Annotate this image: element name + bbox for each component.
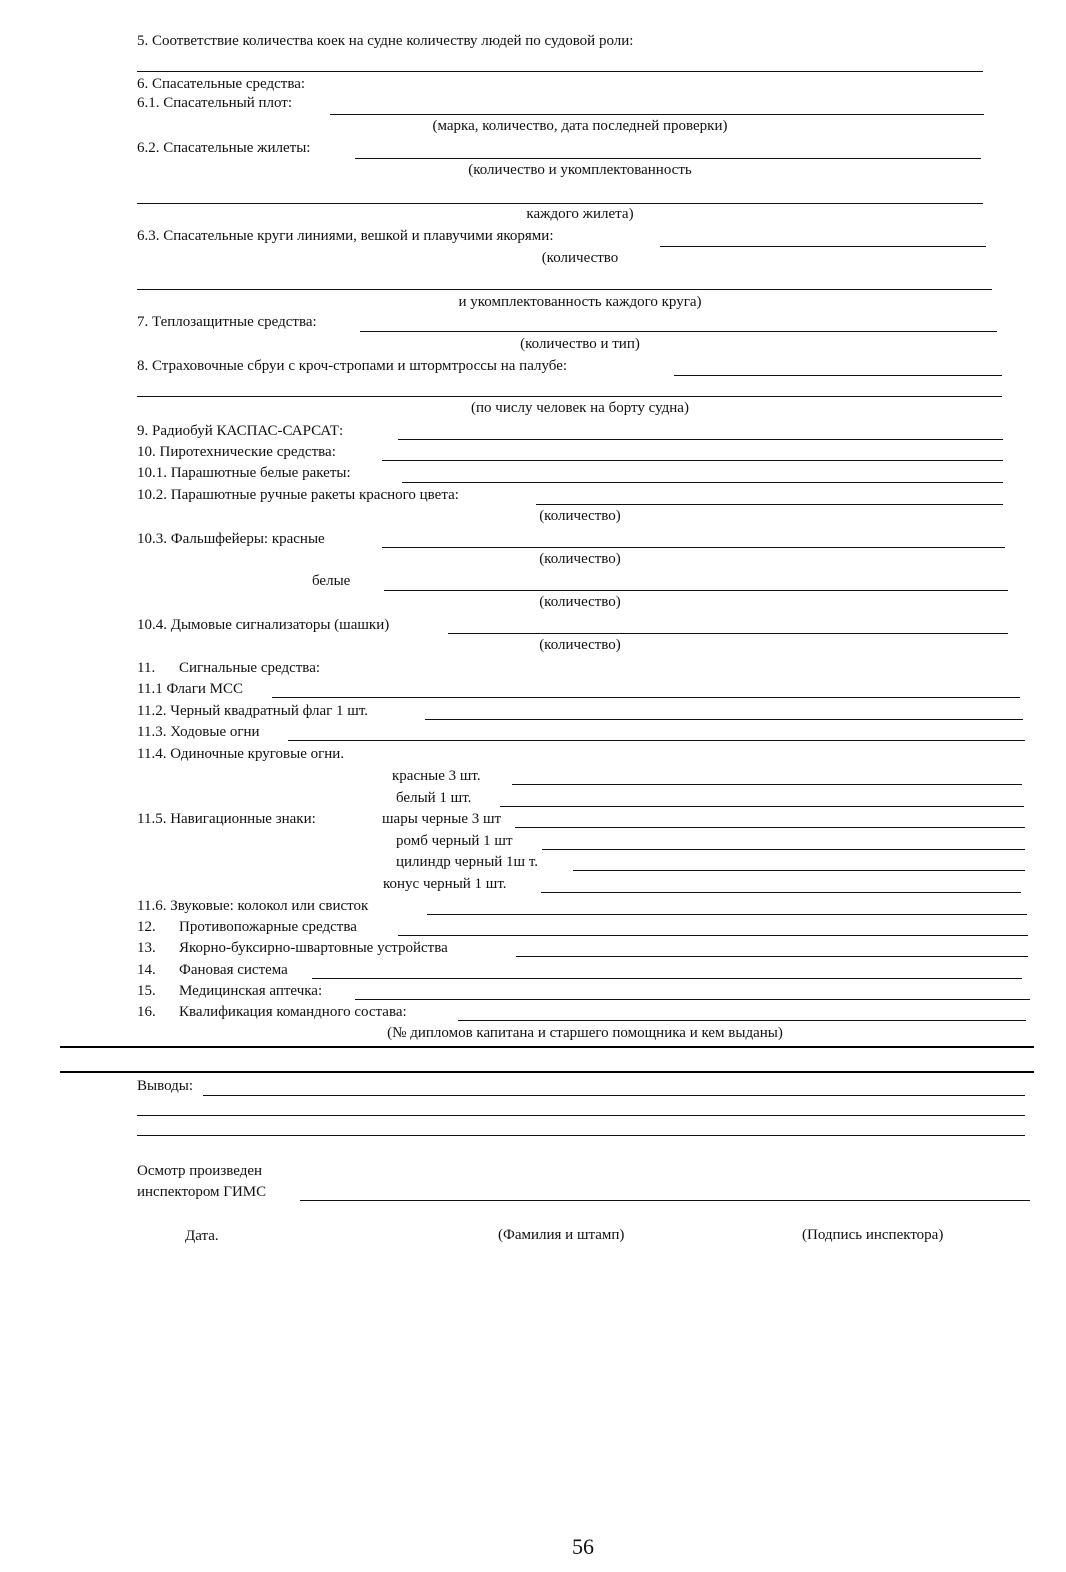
item-10-3-caption-b: (количество)	[539, 594, 621, 610]
item-10-2-caption: (количество)	[539, 508, 621, 524]
item-11-5d-field[interactable]	[541, 892, 1021, 893]
item-11-5d-label: конус черный 1 шт.	[383, 876, 507, 892]
item-10-3-caption-a: (количество)	[539, 551, 621, 567]
item-13-label: Якорно-буксирно-швартовные устройства	[179, 940, 448, 956]
item-11-5a-field[interactable]	[515, 827, 1025, 828]
item-15-field[interactable]	[355, 999, 1030, 1000]
item-11-6-field[interactable]	[427, 914, 1027, 915]
item-11-2-label: 11.2. Черный квадратный флаг 1 шт.	[137, 703, 369, 719]
item-5-field[interactable]	[137, 71, 983, 72]
signature-label: (Подпись инспектора)	[802, 1227, 944, 1243]
item-11-2-field[interactable]	[425, 719, 1023, 720]
date-label: Дата.	[185, 1228, 219, 1244]
item-16-field[interactable]	[458, 1020, 1026, 1021]
item-15-number: 15.	[137, 983, 156, 999]
item-11-5c-field[interactable]	[573, 870, 1025, 871]
item-11-5-label: 11.5. Навигационные знаки:	[137, 811, 316, 827]
item-6-2-label: 6.2. Спасательные жилеты:	[137, 140, 311, 156]
item-16-label: Квалификация командного состава:	[179, 1004, 407, 1020]
item-6-1-caption: (марка, количество, дата последней проверки)	[432, 118, 728, 134]
item-11-4-label: 11.4. Одиночные круговые огни.	[137, 746, 345, 762]
item-14-field[interactable]	[312, 978, 1022, 979]
item-11-5c-label: цилиндр черный 1ш т.	[396, 854, 539, 870]
item-10-3b-label: белые	[312, 573, 351, 589]
item-11-4b-label: белый 1 шт.	[396, 790, 472, 806]
item-10-4-field[interactable]	[448, 633, 1008, 634]
item-11-4a-field[interactable]	[512, 784, 1022, 785]
item-6-label: 6. Спасательные средства:	[137, 76, 306, 92]
item-16-number: 16.	[137, 1004, 156, 1020]
item-6-2-caption-b: каждого жилета)	[526, 206, 634, 222]
item-6-2-field[interactable]	[355, 158, 981, 159]
item-11-4a-label: красные 3 шт.	[392, 768, 481, 784]
item-16-caption: (№ дипломов капитана и старшего помощника и кем выданы)	[387, 1025, 783, 1041]
item-11-3-field[interactable]	[288, 740, 1025, 741]
item-7-field[interactable]	[360, 331, 997, 332]
item-10-4-caption: (количество)	[539, 637, 621, 653]
item-6-1-field[interactable]	[330, 114, 984, 115]
conclusions-label: Выводы:	[137, 1078, 194, 1094]
item-15-label: Медицинская аптечка:	[179, 983, 323, 999]
item-14-label: Фановая система	[179, 962, 288, 978]
conclusions-field-1[interactable]	[203, 1095, 1025, 1096]
item-7-label: 7. Теплозащитные средства:	[137, 314, 317, 330]
item-11-5b-label: ромб черный 1 шт	[396, 833, 513, 849]
item-6-3-field-2[interactable]	[137, 289, 992, 290]
item-5-label: 5. Соответствие количества коек на судне количеству людей по судовой роли:	[137, 33, 634, 49]
section-divider-2	[60, 1071, 1034, 1073]
inspected-label-2: инспектором ГИМС	[137, 1184, 267, 1200]
item-12-label: Противопожарные средства	[179, 919, 357, 935]
item-6-3-label: 6.3. Спасательные круги линиями, вешкой и плавучими якорями:	[137, 228, 554, 244]
item-11-4b-field[interactable]	[500, 806, 1024, 807]
item-9-label: 9. Радиобуй КАСПАС-САРСАТ:	[137, 423, 344, 439]
item-10-2-field[interactable]	[536, 504, 1003, 505]
item-10-3-label: 10.3. Фальшфейеры: красные	[137, 531, 325, 547]
item-10-1-label: 10.1. Парашютные белые ракеты:	[137, 465, 351, 481]
conclusions-field-3[interactable]	[137, 1135, 1025, 1136]
section-divider	[60, 1046, 1034, 1048]
item-12-field[interactable]	[398, 935, 1028, 936]
item-11-number: 11.	[137, 660, 156, 676]
item-13-number: 13.	[137, 940, 156, 956]
inspector-field[interactable]	[300, 1200, 1030, 1201]
item-11-label: Сигнальные средства:	[179, 660, 321, 676]
item-10-3b-field[interactable]	[384, 590, 1008, 591]
item-10-label: 10. Пиротехнические средства:	[137, 444, 336, 460]
item-11-5a-label: шары черные 3 шт	[382, 811, 502, 827]
item-6-2-field-2[interactable]	[137, 203, 983, 204]
item-6-3-caption-a: (количество	[541, 250, 619, 266]
item-10-4-label: 10.4. Дымовые сигнализаторы (шашки)	[137, 617, 390, 633]
item-6-1-label: 6.1. Спасательный плот:	[137, 95, 293, 111]
inspected-label-1: Осмотр произведен	[137, 1163, 263, 1179]
item-11-6-label: 11.6. Звуковые: колокол или свисток	[137, 898, 369, 914]
item-6-3-field[interactable]	[660, 246, 986, 247]
item-9-field[interactable]	[398, 439, 1003, 440]
item-11-5b-field[interactable]	[542, 849, 1025, 850]
item-6-2-caption-a: (количество и укомплектованность	[468, 162, 692, 178]
item-13-field[interactable]	[516, 956, 1028, 957]
item-10-2-label: 10.2. Парашютные ручные ракеты красного цвета:	[137, 487, 459, 503]
item-11-1-label: 11.1 Флаги МСС	[137, 681, 243, 697]
page-number: 56	[572, 1534, 594, 1559]
item-6-3-caption-b: и укомплектованность каждого круга)	[458, 294, 702, 310]
item-14-number: 14.	[137, 962, 156, 978]
conclusions-field-2[interactable]	[137, 1115, 1025, 1116]
item-10-1-field[interactable]	[402, 482, 1003, 483]
item-8-caption: (по числу человек на борту судна)	[471, 400, 689, 416]
item-8-field[interactable]	[674, 375, 1002, 376]
item-7-caption: (количество и тип)	[520, 336, 640, 352]
item-11-1-field[interactable]	[272, 697, 1020, 698]
item-11-3-label: 11.3. Ходовые огни	[137, 724, 260, 740]
name-stamp-label: (Фамилия и штамп)	[498, 1227, 625, 1243]
item-12-number: 12.	[137, 919, 156, 935]
item-10-3-field[interactable]	[382, 547, 1005, 548]
item-8-label: 8. Страховочные сбруи с кроч-стропами и штормтроссы на палубе:	[137, 358, 568, 374]
item-10-field[interactable]	[382, 460, 1003, 461]
item-8-field-2[interactable]	[137, 396, 1002, 397]
